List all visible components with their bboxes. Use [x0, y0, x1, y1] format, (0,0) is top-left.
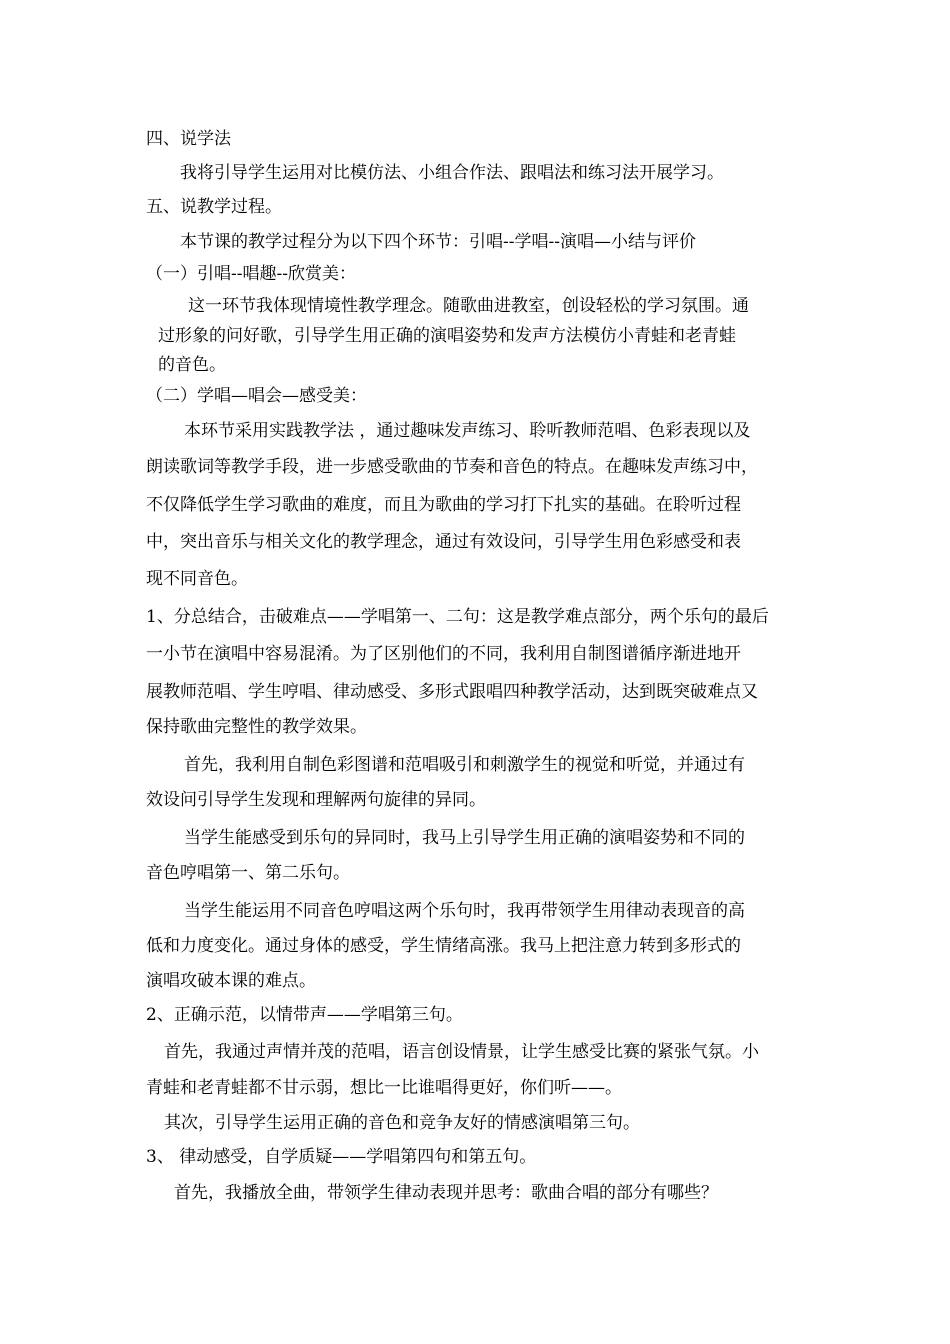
paragraph-line: 现不同音色。	[146, 569, 248, 589]
paragraph-line: 的音色。	[158, 355, 226, 375]
numbered-item-3: 3、 律动感受，自学质疑——学唱第四句和第五句。	[146, 1147, 537, 1167]
paragraph-line: 青蛙和老青蛙都不甘示弱，想比一比谁唱得更好，你们听——。	[146, 1078, 622, 1098]
paragraph-line: 不仅降低学生学习歌曲的难度，而且为歌曲的学习打下扎实的基础。在聆听过程	[146, 495, 741, 515]
subheading-part-two: （二）学唱—唱会—感受美：	[146, 386, 367, 406]
paragraph-line: 当学生能感受到乐句的异同时，我马上引导学生用正确的演唱姿势和不同的	[184, 828, 745, 848]
paragraph-line: 中，突出音乐与相关文化的教学理念，通过有效设问，引导学生用色彩感受和表	[146, 532, 741, 552]
heading-study-method: 四、说学法	[146, 129, 231, 149]
paragraph-line: 其次，引导学生运用正确的音色和竞争友好的情感演唱第三句。	[164, 1113, 640, 1133]
paragraph-line: 演唱攻破本课的难点。	[146, 971, 316, 991]
paragraph-line: 首先，我利用自制色彩图谱和范唱吸引和刺激学生的视觉和听觉，并通过有	[184, 755, 745, 775]
paragraph-line: 我将引导学生运用对比模仿法、小组合作法、跟唱法和练习法开展学习。	[180, 163, 724, 183]
paragraph-line: 音色哼唱第一、第二乐句。	[146, 863, 350, 883]
paragraph-line: 首先，我播放全曲，带领学生律动表现并思考：歌曲合唱的部分有哪些？	[174, 1183, 718, 1203]
paragraph-line: 朗读歌词等教学手段，进一步感受歌曲的节奏和音色的特点。在趣味发声练习中，	[146, 457, 758, 477]
paragraph-line: 保持歌曲完整性的教学效果。	[146, 717, 367, 737]
paragraph-line: 效设问引导学生发现和理解两句旋律的异同。	[146, 790, 486, 810]
paragraph-line: 当学生能运用不同音色哼唱这两个乐句时，我再带领学生用律动表现音的高	[184, 901, 745, 921]
subheading-part-one: （一）引唱--唱趣--欣赏美：	[146, 264, 356, 284]
paragraph-line: 展教师范唱、学生哼唱、律动感受、多形式跟唱四种教学活动，达到既突破难点又	[146, 682, 758, 702]
paragraph-line: 低和力度变化。通过身体的感受，学生情绪高涨。我马上把注意力转到多形式的	[146, 936, 741, 956]
numbered-item-1: 1、分总结合，击破难点——学唱第一、二句：这是教学难点部分，两个乐句的最后	[146, 607, 769, 627]
paragraph-line: 过形象的问好歌，引导学生用正确的演唱姿势和发声方法模仿小青蛙和老青蛙	[158, 326, 736, 346]
paragraph-line: 一小节在演唱中容易混淆。为了区别他们的不同，我利用自制图谱循序渐进地开	[146, 644, 741, 664]
numbered-item-2: 2、正确示范，以情带声——学唱第三句。	[146, 1005, 463, 1025]
paragraph-line: 这一环节我体现情境性教学理念。随歌曲进教室，创设轻松的学习氛围。通	[188, 296, 749, 316]
paragraph-line: 本环节采用实践教学法 ，通过趣味发声练习、聆听教师范唱、色彩表现以及	[184, 421, 751, 441]
paragraph-line: 本节课的教学过程分为以下四个环节：引唱--学唱--演唱—小结与评价	[180, 232, 696, 252]
heading-teaching-process: 五、说教学过程。	[146, 197, 282, 217]
paragraph-line: 首先，我通过声情并茂的范唱，语言创设情景，让学生感受比赛的紧张气氛。小	[164, 1042, 759, 1062]
